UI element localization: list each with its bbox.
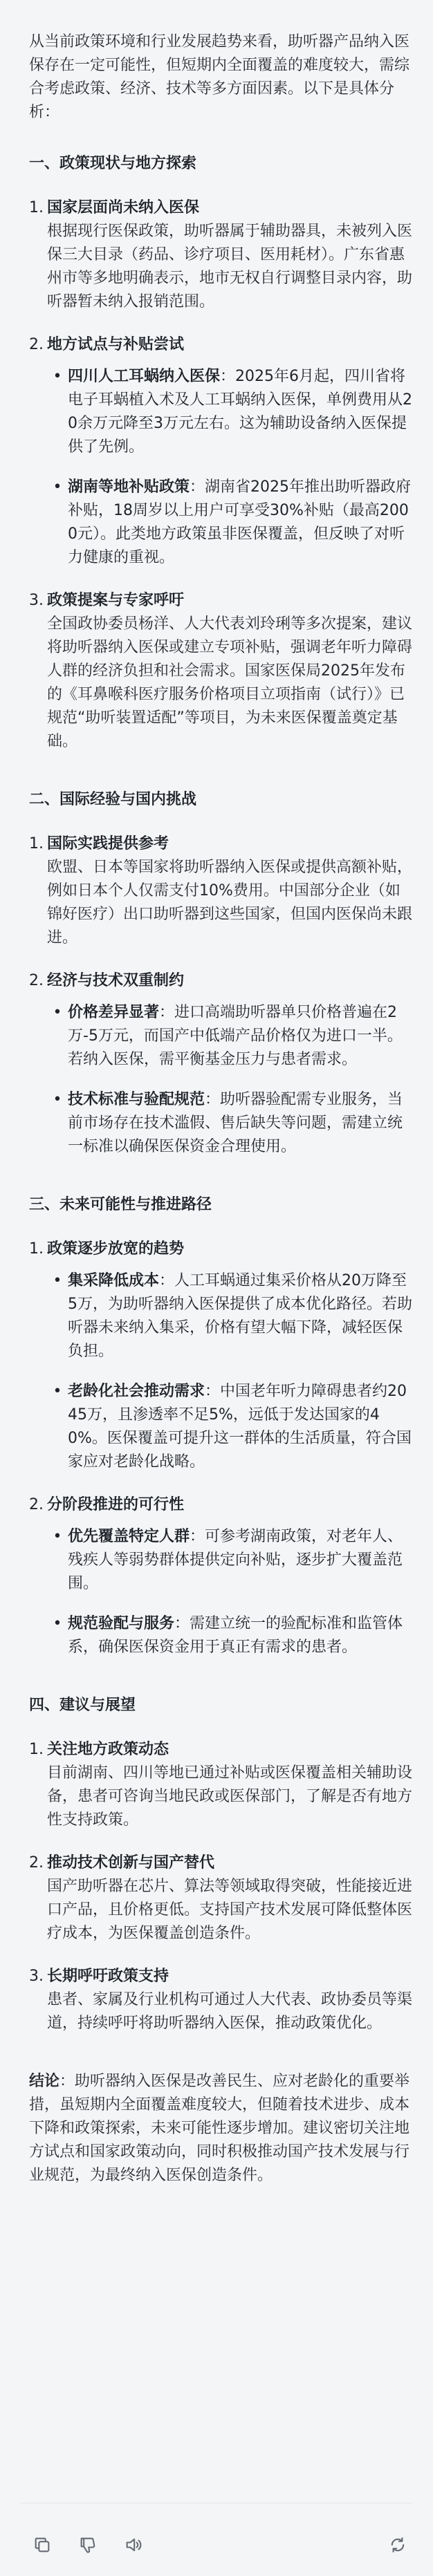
bullet-body: ：进口高端助听器单只价格普遍在2万-5万元，而国产中低端产品价格仅为进口一半。若纳入医保，需平衡基金压力与患者需求。: [68, 1004, 403, 1068]
bullet-title: 湖南等地补贴政策: [68, 478, 190, 496]
bullet-text: [68, 476, 412, 570]
item-number: 1.: [29, 1741, 44, 1758]
bullet-text: [68, 1001, 412, 1072]
speaker-icon: [124, 2535, 143, 2555]
item-title: 政策逐步放宽的趋势: [47, 1240, 185, 1258]
numbered-item: [29, 333, 412, 570]
item-title: 分阶段推进的可行性: [47, 1496, 185, 1513]
item-title: 地方试点与补贴尝试: [47, 336, 185, 353]
section: [29, 788, 412, 1193]
numbered-item-heading: [29, 832, 412, 856]
dislike-button[interactable]: [73, 2530, 102, 2559]
bullet-item: [47, 1088, 412, 1159]
conclusion-label: 结论: [29, 2073, 60, 2090]
bullet-body: ：助听器验配需专业服务，当前市场存在技术滥假、售后缺失等问题，需建立统一标准以确保医保资金合理使用。: [68, 1091, 403, 1155]
section: [29, 1694, 412, 2070]
bullet-body: ：湖南省2025年推出助听器政府补贴，18周岁以上用户可享受30%补贴（最高2000元）。此类地方政策虽非医保覆盖，但反映了对听力健康的重视。: [68, 478, 412, 566]
section-gap: [29, 1679, 412, 1694]
section-gap: [29, 2055, 412, 2070]
section: [29, 152, 412, 788]
bullet-text: [68, 365, 412, 459]
section-gap: [29, 1178, 412, 1193]
item-body: 国产助听器在芯片、算法等领域取得突破，性能接近进口产品，且价格更低。支持国产技术发展可降低整体医疗成本，为医保覆盖创造条件。: [47, 1878, 413, 1942]
answer-actions: [28, 2530, 412, 2559]
bullet-item: [47, 1380, 412, 1474]
numbered-item: [29, 1738, 412, 1832]
numbered-item: [29, 1238, 412, 1474]
item-body: 欧盟、日本等国家将助听器纳入医保或提供高额补贴，例如日本个人仅需支付10%费用。中国部分企业（如锦好医疗）出口助听器到这些国家，但国内医保尚未跟进。: [47, 859, 413, 946]
numbered-item: [29, 832, 412, 950]
numbered-item: [29, 1965, 412, 2035]
bullet-body: ：可参考湖南政策，对老年人、残疾人等弱势群体提供定向补贴，逐步扩大覆盖范围。: [68, 1528, 403, 1592]
numbered-item-heading: [29, 1851, 412, 1875]
numbered-item: [29, 589, 412, 754]
numbered-item-heading: [29, 196, 412, 220]
item-title: 关注地方政策动态: [47, 1741, 169, 1758]
section-gap: [29, 773, 412, 788]
bullet-dot: •: [53, 478, 62, 496]
item-number: 2.: [29, 1854, 44, 1872]
item-number: 3.: [29, 1968, 44, 1985]
item-number: 2.: [29, 1496, 44, 1513]
conclusion-paragraph: [29, 2070, 412, 2187]
bullet-item: [47, 476, 412, 570]
bullet-text: [68, 1269, 412, 1363]
section-title: 一、政策现状与地方探索: [29, 155, 197, 172]
bullet-dot: •: [53, 1615, 62, 1632]
bullet-list: [47, 1001, 412, 1159]
numbered-item-heading: [29, 969, 412, 993]
numbered-item: [29, 196, 412, 314]
bullet-body: ：需建立统一的验配标准和监管体系，确保医保资金用于真正有需求的患者。: [68, 1615, 403, 1656]
bullet-title: 集采降低成本: [68, 1272, 160, 1289]
read-aloud-button[interactable]: [119, 2530, 148, 2559]
copy-button[interactable]: [28, 2530, 57, 2559]
regenerate-icon: [388, 2535, 407, 2555]
bullet-body: ：人工耳蜗通过集采价格从20万降至5万，为助听器纳入医保提供了成本优化路径。若助听器未来纳入集采，价格有望大幅下降，减轻医保负担。: [68, 1272, 412, 1360]
bullet-item: [47, 365, 412, 459]
item-number: 1.: [29, 199, 44, 216]
copy-icon: [33, 2535, 52, 2555]
item-number: 2.: [29, 972, 44, 989]
item-body: 全国政协委员杨洋、人大代表刘玲琍等多次提案，建议将助听器纳入医保或建立专项补贴，强调老年听力障碍人群的经济负担和社会需求。国家医保局2025年发布的《耳鼻喉科医疗服务价格项目立项指南（试行）》已规范“助听装置适配”等项目，为未来医保覆盖奠定基础。: [47, 615, 413, 750]
bullet-title: 规范验配与服务: [68, 1615, 175, 1632]
bullet-dot: •: [53, 368, 62, 385]
numbered-item: [29, 969, 412, 1159]
numbered-item: [29, 1851, 412, 1945]
intro-paragraph: 从当前政策环境和行业发展趋势来看，助听器产品纳入医保存在一定可能性，但短期内全面覆盖的难度较大，需综合考虑政策、经济、技术等多方面因素。以下是具体分析：: [29, 33, 410, 121]
item-body: 根据现行医保政策，助听器属于辅助器具，未被列入医保三大目录（药品、诊疗项目、医用耗材）。广东省惠州市等多地明确表示，地市无权自行调整目录内容，助听器暂未纳入报销范围。: [47, 223, 413, 310]
section: [29, 1193, 412, 1694]
answer-sections: [29, 152, 412, 2070]
bullet-list: [47, 365, 412, 570]
bullet-item: [47, 1001, 412, 1072]
bullet-text: [68, 1612, 412, 1659]
bullet-dot: •: [53, 1383, 62, 1400]
bullet-dot: •: [53, 1528, 62, 1545]
item-title: 国家层面尚未纳入医保: [47, 199, 200, 216]
numbered-item-heading: [29, 333, 412, 357]
bullet-dot: •: [53, 1091, 62, 1108]
conclusion-text: ：助听器纳入医保是改善民生、应对老龄化的重要举措，虽短期内全面覆盖难度较大，但随着技术进步、成本下降和政策探索，未来可能性逐步增加。建议密切关注地方试点和国家政策动向，同时积极推动国产技术发展与行业规范，为最终纳入医保创造条件。: [29, 2073, 410, 2184]
numbered-item: [29, 1493, 412, 1659]
item-title: 政策提案与专家呼吁: [47, 592, 185, 609]
bullet-text: [68, 1088, 412, 1159]
numbered-item-heading: [29, 1965, 412, 1988]
bullet-title: 老龄化社会推动需求: [68, 1383, 205, 1400]
section-title: 二、国际经验与国内挑战: [29, 791, 197, 808]
bullet-text: [68, 1525, 412, 1596]
bullet-item: [47, 1525, 412, 1596]
numbered-item-heading: [29, 589, 412, 613]
bullet-item: [47, 1269, 412, 1363]
bullet-title: 技术标准与验配规范: [68, 1091, 205, 1108]
numbered-item-heading: [29, 1738, 412, 1762]
bullet-title: 四川人工耳蜗纳入医保: [68, 368, 221, 385]
item-number: 3.: [29, 592, 44, 609]
item-number: 1.: [29, 835, 44, 852]
section-title: 四、建议与展望: [29, 1697, 136, 1714]
bullet-title: 优先覆盖特定人群: [68, 1528, 190, 1545]
bullet-item: [47, 1612, 412, 1659]
bullet-body: ：2025年6月起，四川省将电子耳蜗植入术及人工耳蜗纳入医保，单例费用从20余万元降至3万元左右。这为辅助设备纳入医保提供了先例。: [68, 368, 412, 456]
thumbs-down-icon: [78, 2535, 98, 2555]
item-number: 1.: [29, 1240, 44, 1258]
numbered-item-heading: [29, 1238, 412, 1261]
item-body: 患者、家属及行业机构可通过人大代表、政协委员等渠道，持续呼吁将助听器纳入医保，推动政策优化。: [47, 1991, 413, 2032]
section-title: 三、未来可能性与推进路径: [29, 1196, 212, 1213]
item-title: 长期呼吁政策支持: [47, 1968, 169, 1985]
bullet-list: [47, 1525, 412, 1659]
bullet-dot: •: [53, 1004, 62, 1021]
bullet-list: [47, 1269, 412, 1474]
item-title: 国际实践提供参考: [47, 835, 169, 852]
item-title: 经济与技术双重制约: [47, 972, 185, 989]
bullet-text: [68, 1380, 412, 1474]
bullet-title: 价格差异显著: [68, 1004, 160, 1021]
bullet-dot: •: [53, 1272, 62, 1289]
numbered-item-heading: [29, 1493, 412, 1517]
item-number: 2.: [29, 336, 44, 353]
regenerate-button[interactable]: [383, 2530, 412, 2559]
bullet-body: ：中国老年听力障碍患者约2045万，且渗透率不足5%，远低于发达国家的40%。医保覆盖可提升这一群体的生活质量，符合国家应对老龄化战略。: [68, 1383, 412, 1471]
item-body: 目前湖南、四川等地已通过补贴或医保覆盖相关辅助设备，患者可咨询当地民政或医保部门，了解是否有地方性支持政策。: [47, 1764, 413, 1829]
item-title: 推动技术创新与国产替代: [47, 1854, 215, 1872]
